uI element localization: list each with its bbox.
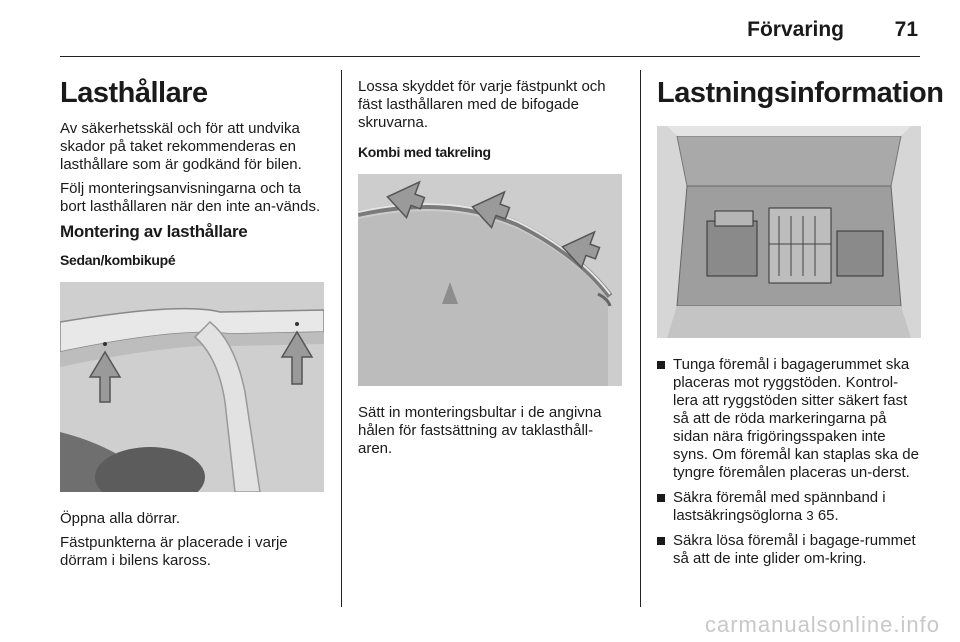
paragraph: Öppna alla dörrar. <box>60 510 181 528</box>
paragraph: Av säkerhetsskäl och för att undvika skador på taket rekommenderas en lasthållare som är godkänd för bilen. <box>60 120 302 174</box>
trunk-loading-illustration <box>657 126 921 338</box>
roof-rail-illustration <box>358 174 622 386</box>
page-reference[interactable]: 65. <box>813 507 839 525</box>
subheading-montering: Montering av lasthållare <box>60 222 248 242</box>
header-rule <box>60 56 920 57</box>
column-3 <box>657 77 944 575</box>
paragraph: Fästpunkterna är placerade i varje dörram i bilens kaross. <box>60 534 288 570</box>
bullet-square-icon <box>657 537 665 545</box>
section-heading-lastningsinformation: Lastningsinformation <box>657 77 944 109</box>
column-divider-2 <box>640 70 641 607</box>
door-frame-illustration <box>60 282 324 492</box>
subsubheading-sedan: Sedan/kombikupé <box>60 252 176 269</box>
loading-bullet-list <box>657 356 922 568</box>
watermark: carmanualsonline.info <box>704 612 940 637</box>
bullet-square-icon <box>657 494 665 502</box>
list-item: Säkra lösa föremål i bagage-rummet så att de inte glider om-kring. <box>657 532 922 568</box>
page-header-title: Förvaring <box>747 18 844 41</box>
paragraph: Lossa skyddet för varje fästpunkt och fäst lasthållaren med de bifogade skruvarna. <box>358 78 606 131</box>
page-reference-icon: 3 <box>806 508 814 524</box>
column-divider-1 <box>341 70 342 607</box>
list-item: Tunga föremål i bagagerummet ska placeras mot ryggstöden. Kontrol-lera att ryggstöden sitter säkert fast så att de röda markeringarna på sidan nära frigöringsspaken inte syns. Om föremål kan staplas ska de tyngre föremålen placeras un-derst. <box>657 356 922 482</box>
section-heading-lasthallare: Lasthållare <box>60 77 208 109</box>
bullet-square-icon <box>657 361 665 369</box>
paragraph: Följ monteringsanvisningarna och ta bort lasthållaren när den inte an-vänds. <box>60 180 321 216</box>
column-1 <box>60 78 326 576</box>
subsubheading-kombi: Kombi med takreling <box>358 144 491 160</box>
column-2 <box>358 78 626 464</box>
paragraph: Sätt in monteringsbultar i de angivna hålen för fastsättning av taklasthåll-aren. <box>358 404 602 457</box>
page-number: 71 <box>894 18 918 41</box>
list-item: Säkra föremål med spännband i lastsäkringsöglorna 3 65. <box>657 489 922 525</box>
